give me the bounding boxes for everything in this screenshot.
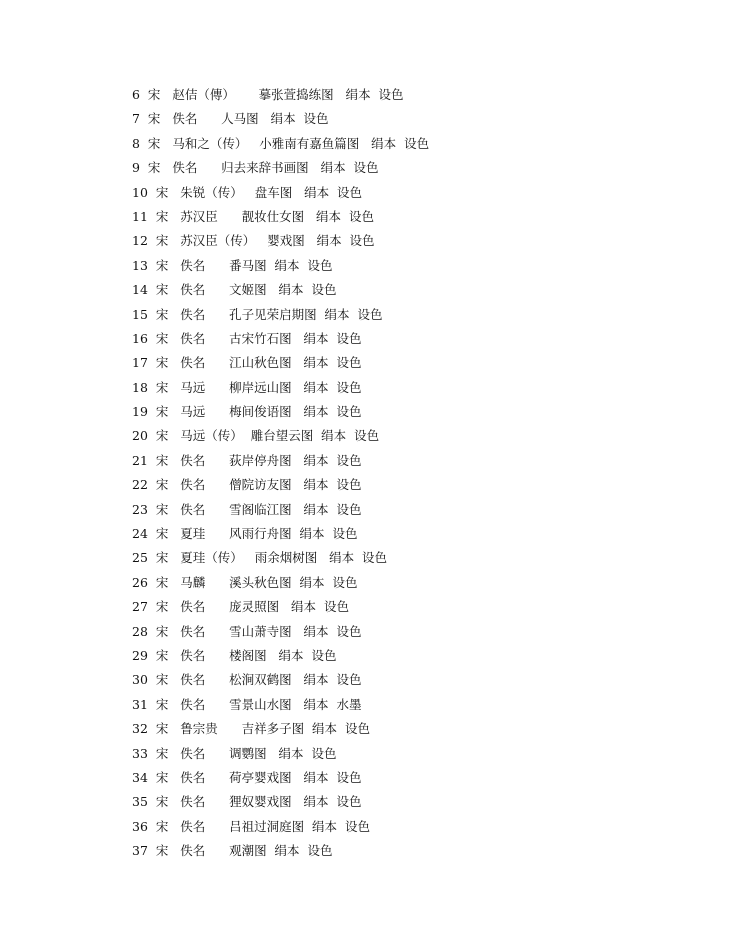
list-item: 21 宋 佚名 荻岸停舟图 绢本 设色 (132, 452, 362, 468)
list-item: 22 宋 佚名 僧院访友图 绢本 设色 (132, 477, 362, 493)
list-item: 33 宋 佚名 调鹦图 绢本 设色 (132, 745, 337, 761)
list-item: 36 宋 佚名 吕祖过洞庭图 绢本 设色 (132, 818, 371, 834)
list-item: 8 宋 马和之（传） 小雅南有嘉鱼篇图 绢本 设色 (132, 135, 430, 151)
list-item: 17 宋 佚名 江山秋色图 绢本 设色 (132, 355, 362, 371)
list-item: 7 宋 佚名 人马图 绢本 设色 (132, 111, 329, 127)
list-item: 12 宋 苏汉臣（传） 婴戏图 绢本 设色 (132, 233, 375, 249)
list-item: 13 宋 佚名 番马图 绢本 设色 (132, 257, 333, 273)
list-item: 9 宋 佚名 归去来辞书画图 绢本 设色 (132, 160, 379, 176)
list-item: 19 宋 马远 梅间俊语图 绢本 设色 (132, 404, 362, 420)
list-item: 26 宋 马麟 溪头秋色图 绢本 设色 (132, 574, 358, 590)
list-item: 24 宋 夏珪 风雨行舟图 绢本 设色 (132, 526, 358, 542)
list-item: 16 宋 佚名 古宋竹石图 绢本 设色 (132, 330, 362, 346)
list-item: 29 宋 佚名 楼阁图 绢本 设色 (132, 647, 337, 663)
list-item: 28 宋 佚名 雪山萧寺图 绢本 设色 (132, 623, 362, 639)
list-item: 32 宋 鲁宗贵 吉祥多子图 绢本 设色 (132, 721, 371, 737)
list-item: 6 宋 赵佶（傳） 摹张萱捣练图 绢本 设色 (132, 87, 404, 102)
list-item: 10 宋 朱锐（传） 盘车图 绢本 设色 (132, 184, 363, 200)
list-item: 37 宋 佚名 观潮图 绢本 设色 (132, 843, 333, 859)
list-item: 15 宋 佚名 孔子见荣启期图 绢本 设色 (132, 306, 383, 322)
list-item: 34 宋 佚名 荷亭婴戏图 绢本 设色 (132, 769, 362, 785)
list-item: 25 宋 夏珪（传） 雨余烟树图 绢本 设色 (132, 550, 388, 566)
list-item: 14 宋 佚名 文姬图 绢本 设色 (132, 282, 337, 298)
list-item: 27 宋 佚名 庞灵照图 绢本 设色 (132, 599, 349, 615)
list-item: 18 宋 马远 柳岸远山图 绢本 设色 (132, 379, 362, 395)
list-item: 11 宋 苏汉臣 靓妆仕女图 绢本 设色 (132, 208, 374, 224)
list-item: 20 宋 马远（传） 雕台望云图 绢本 设色 (132, 428, 380, 444)
list-item: 30 宋 佚名 松涧双鹤图 绢本 设色 (132, 672, 362, 688)
painting-list (132, 83, 429, 864)
list-item: 31 宋 佚名 雪景山水图 绢本 水墨 (132, 696, 362, 712)
list-item: 35 宋 佚名 狸奴婴戏图 绢本 设色 (132, 794, 362, 810)
list-item: 23 宋 佚名 雪阁临江图 绢本 设色 (132, 501, 362, 517)
